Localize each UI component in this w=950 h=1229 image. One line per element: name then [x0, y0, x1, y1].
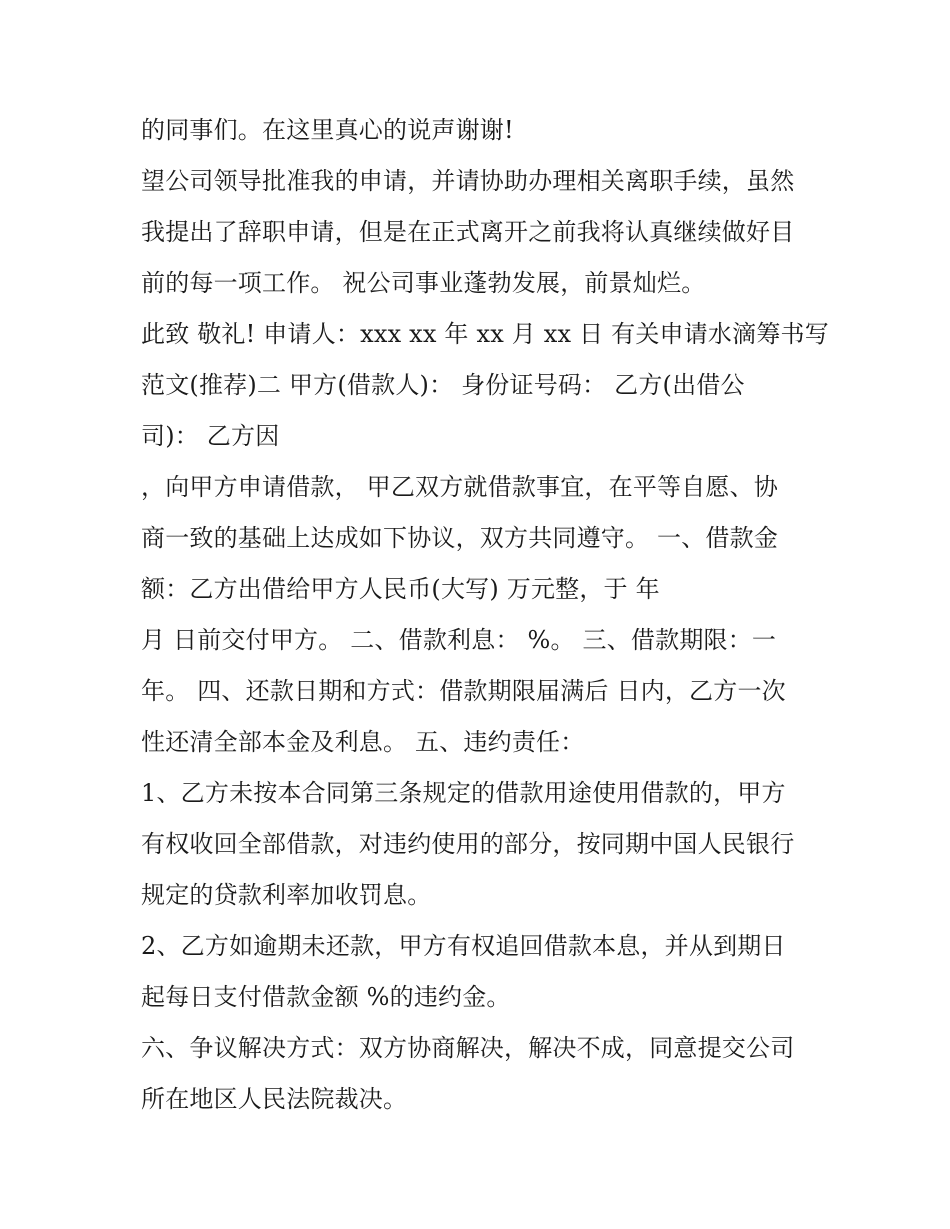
text-line: 司)： 乙方因	[141, 422, 280, 450]
text-line: 有权收回全部借款，对违约使用的部分，按同期中国人民银行	[141, 830, 795, 858]
text-line: 1、乙方未按本合同第三条规定的借款用途使用借款的，甲方	[141, 779, 786, 807]
text-line: 额：乙方出借给甲方人民币(大写) 万元整，于 年	[141, 575, 660, 603]
text-line: 规定的贷款利率加收罚息。	[141, 881, 432, 909]
text-line: 2、乙方如逾期未还款，甲方有权追回借款本息，并从到期日	[141, 932, 786, 960]
text-line: ，向甲方申请借款， 甲乙双方就借款事宜，在平等自愿、协	[141, 473, 779, 501]
text-line: 前的每一项工作。 祝公司事业蓬勃发展，前景灿烂。	[141, 269, 706, 297]
text-line: 范文(推荐)二 甲方(借款人)： 身份证号码： 乙方(出借公	[141, 371, 745, 399]
text-line: 起每日支付借款金额 %的违约金。	[141, 983, 511, 1011]
text-line: 此致 敬礼! 申请人：xxx xx 年 xx 月 xx 日 有关申请水滴筹书写	[141, 320, 829, 348]
text-line: 我提出了辞职申请，但是在正式离开之前我将认真继续做好目	[141, 218, 795, 246]
text-line: 的同事们。在这里真心的说声谢谢!	[141, 116, 514, 144]
text-line: 六、争议解决方式：双方协商解决，解决不成，同意提交公司	[141, 1034, 795, 1062]
text-line: 月 日前交付甲方。 二、借款利息： %。 三、借款期限：一	[141, 626, 777, 654]
text-line: 商一致的基础上达成如下协议，双方共同遵守。 一、借款金	[141, 524, 779, 552]
text-line: 年。 四、还款日期和方式：借款期限届满后 日内，乙方一次	[141, 677, 786, 705]
text-line: 望公司领导批准我的申请，并请协助办理相关离职手续，虽然	[141, 167, 795, 195]
text-line: 所在地区人民法院裁决。	[141, 1085, 408, 1113]
text-line: 性还清全部本金及利息。 五、违约责任：	[141, 728, 585, 756]
